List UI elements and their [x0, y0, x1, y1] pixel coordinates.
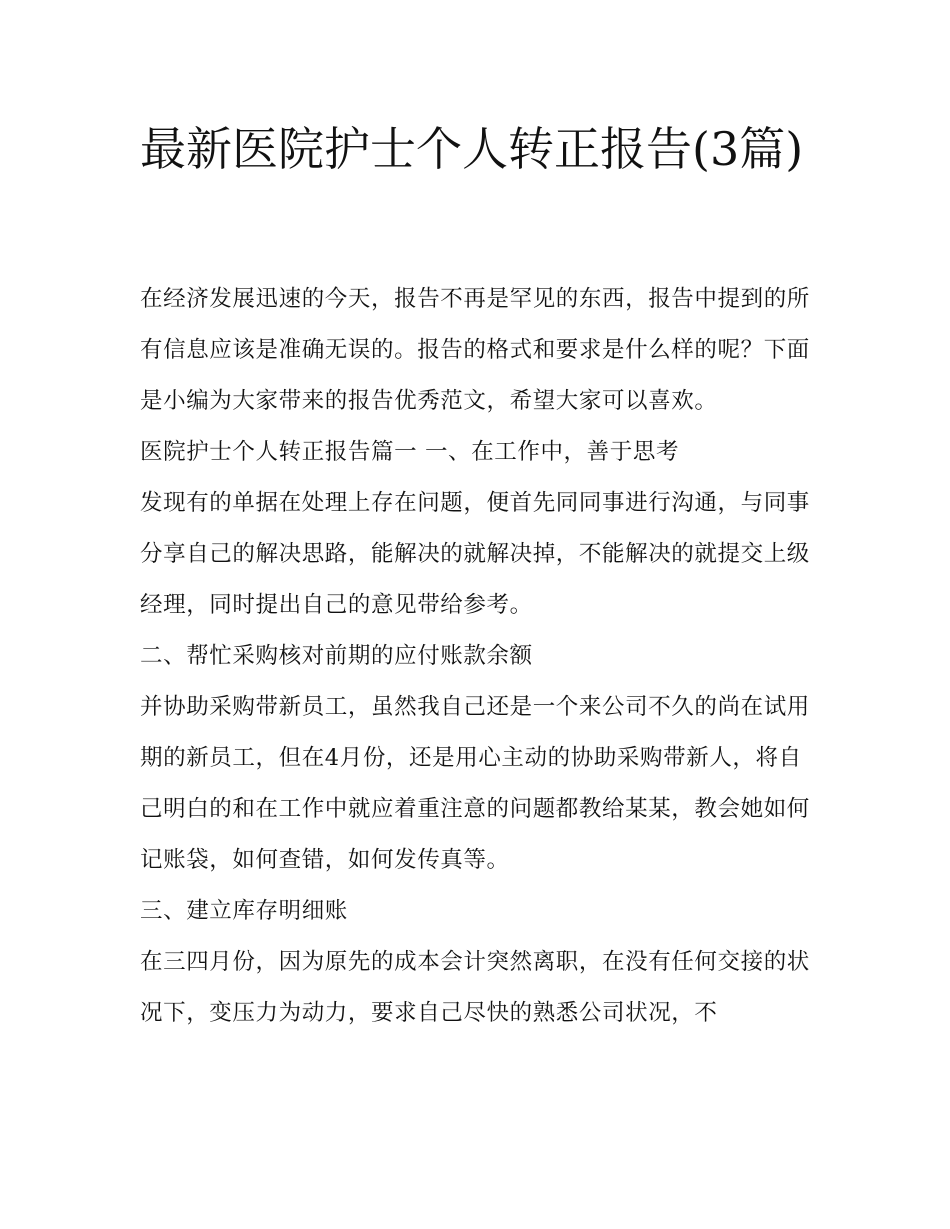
- body-paragraph: 在三四月份，因为原先的成本会计突然离职，在没有任何交接的状况下，变压力为动力，要求自己尽快的熟悉公司状况，不: [140, 949, 810, 1026]
- page-title: 最新医院护士个人转正报告(3篇): [140, 122, 804, 176]
- body-paragraph: 发现有的单据在处理上存在问题，便首先同同事进行沟通，与同事分享自己的解决思路，能解决的就解决掉，不能解决的就提交上级经理，同时提出自己的意见带给参考。: [140, 490, 810, 618]
- section-heading-item-three: 三、建立库存明细账: [140, 898, 348, 924]
- document-body: [140, 274, 820, 1039]
- body-paragraph: 并协助采购带新员工，虽然我自己还是一个来公司不久的尚在试用期的新员工，但在4月份，还是用心主动的协助采购带新人，将自己明白的和在工作中就应着重注意的问题都教给某某，教会她如何记账袋，如何查错，如何发传真等。: [140, 694, 810, 873]
- section-heading-part-one: 医院护士个人转正报告篇一 一、在工作中，善于思考: [140, 439, 680, 465]
- intro-paragraph: 在经济发展迅速的今天，报告不再是罕见的东西，报告中提到的所有信息应该是准确无误的。报告的格式和要求是什么样的呢？下面是小编为大家带来的报告优秀范文，希望大家可以喜欢。: [140, 286, 810, 414]
- section-heading-item-two: 二、帮忙采购核对前期的应付账款余额: [140, 643, 533, 669]
